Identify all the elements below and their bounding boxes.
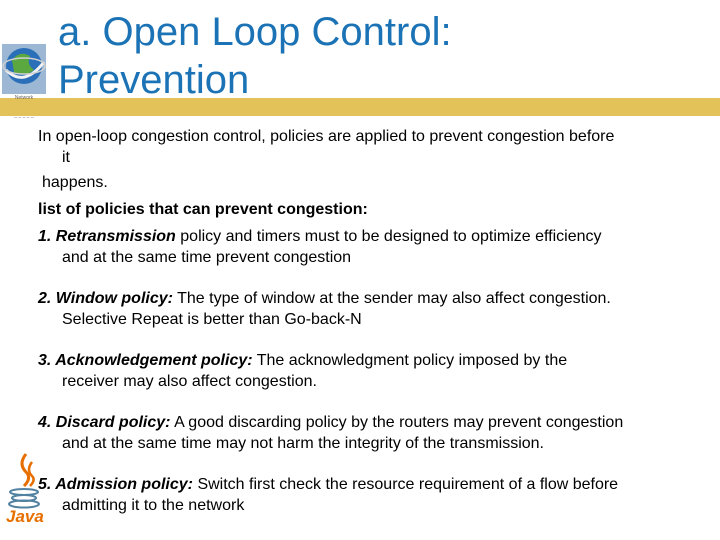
policy-text-5a: Switch first check the resource requirement of a flow before <box>193 476 619 493</box>
page-title <box>58 8 452 104</box>
java-logo-text: Java <box>6 507 44 526</box>
policy-text-4a: A good discarding policy by the routers may prevent congestion <box>170 414 624 431</box>
intro-line-1: In open-loop congestion control, policies are applied to prevent congestion before <box>38 128 615 145</box>
title-line-2: Prevention <box>58 58 250 102</box>
policy-text-3a: The acknowledgment policy imposed by the <box>252 352 568 369</box>
policy-lead-5: 5. Admission policy: <box>38 476 193 493</box>
globe-logo-icon <box>0 40 50 100</box>
logo-caption: Network <box>14 95 34 101</box>
policy-item-2 <box>38 288 708 330</box>
policy-lead-4: 4. Discard policy: <box>38 414 171 431</box>
intro-line-1-wrap: it <box>62 149 70 166</box>
java-logo-icon <box>4 450 48 530</box>
slide-body <box>38 126 708 516</box>
policy-lead-1: 1. Retransmission <box>38 228 176 245</box>
policy-text-4b: and at the same time may not harm the integrity of the transmission. <box>62 435 544 452</box>
policy-text-5b: admitting it to the network <box>62 497 245 514</box>
policy-text-1b: and at the same time prevent congestion <box>62 249 352 266</box>
policy-text-1a: policy and timers must to be designed to optimize efficiency <box>175 228 602 245</box>
policy-item-1 <box>38 226 708 268</box>
policy-item-4 <box>38 412 708 454</box>
policy-text-2a: The type of window at the sender may also affect congestion. <box>172 290 611 307</box>
logo-caption-2: _ _ _ _ _ <box>14 113 34 119</box>
policy-item-5 <box>38 474 708 516</box>
intro-paragraph <box>38 126 708 168</box>
policy-text-2b: Selective Repeat is better than Go-back-N <box>62 311 362 328</box>
policy-text-3b: receiver may also affect congestion. <box>62 373 317 390</box>
policy-lead-3: 3. Acknowledgement policy: <box>38 352 253 369</box>
list-heading: list of policies that can prevent congestion: <box>38 201 368 218</box>
policy-lead-2: 2. Window policy: <box>38 290 173 307</box>
intro-line-2: happens. <box>42 174 108 191</box>
title-line-1: a. Open Loop Control: <box>58 10 452 54</box>
policy-item-3 <box>38 350 708 392</box>
